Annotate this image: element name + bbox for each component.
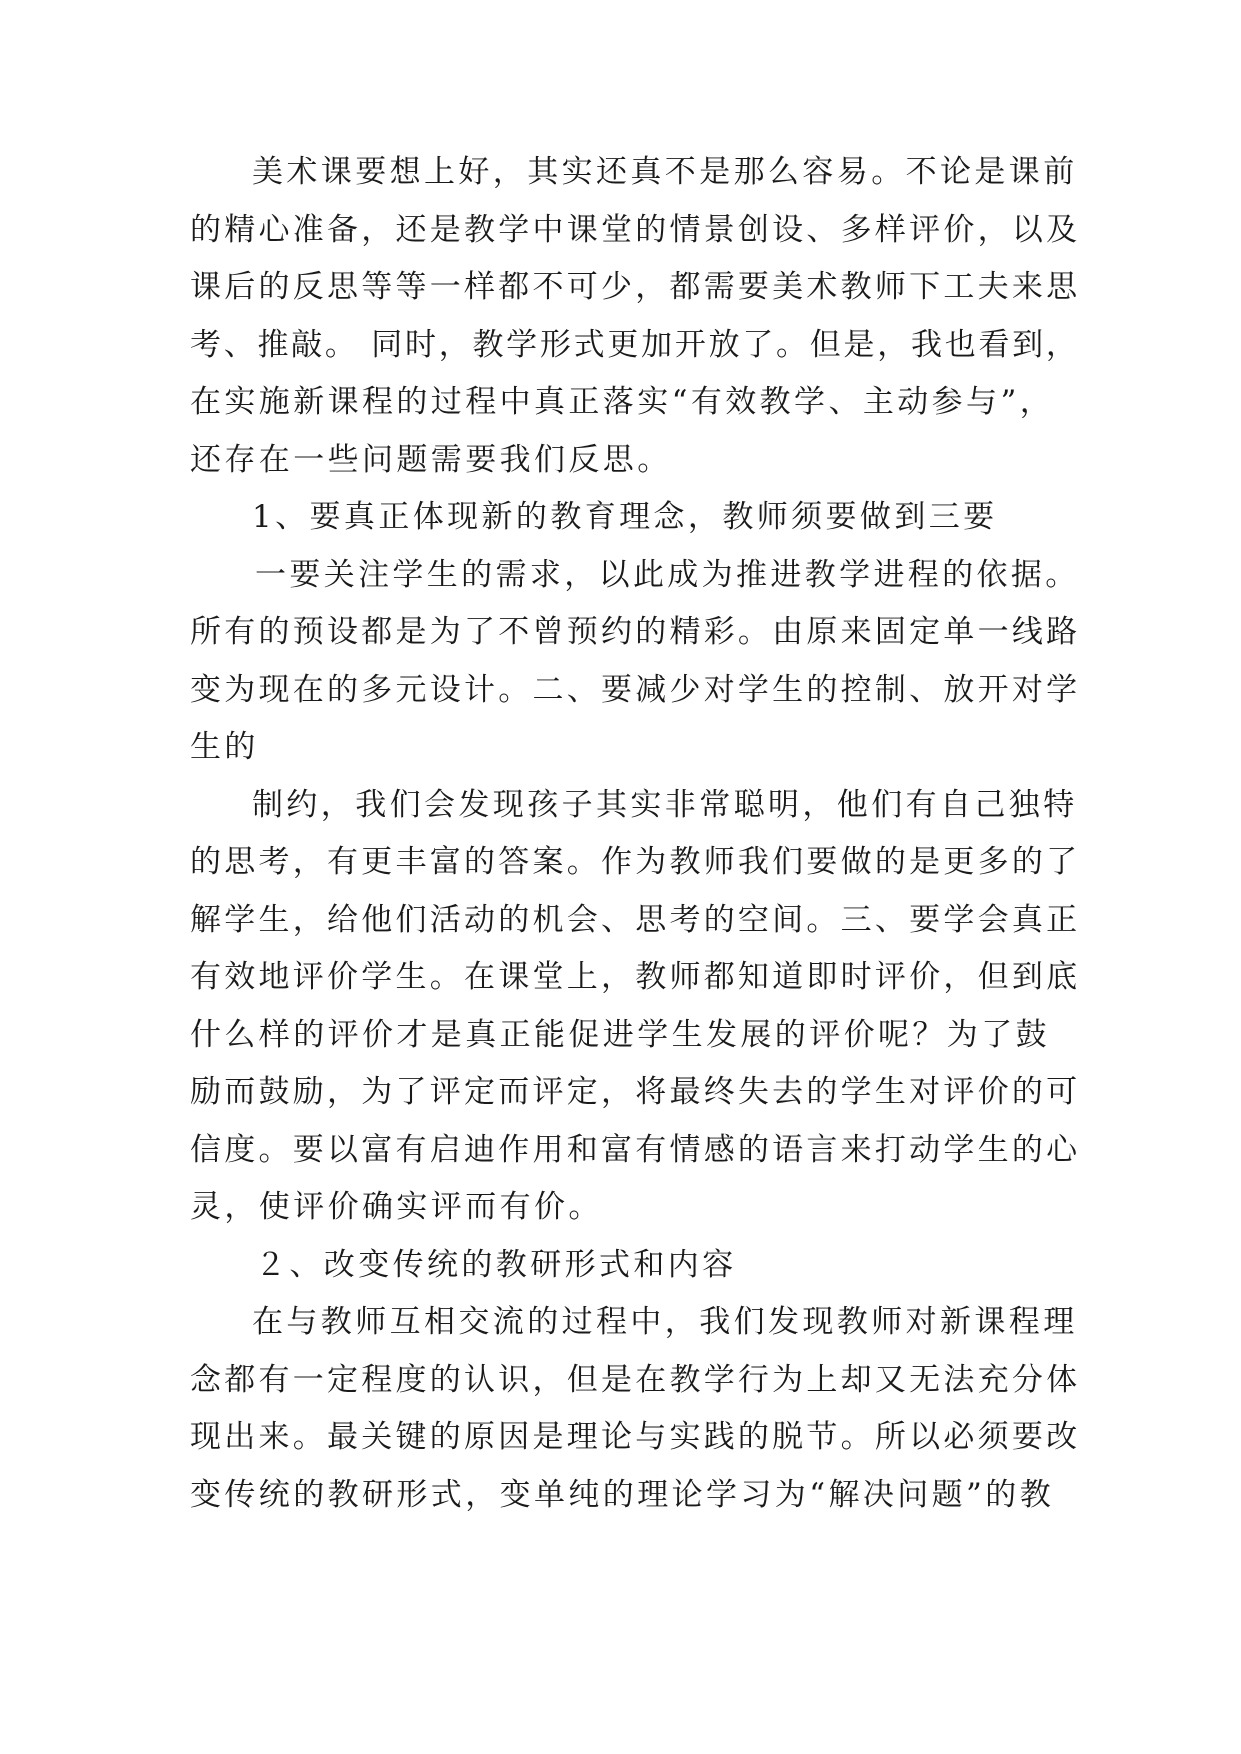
paragraph-line: 变传统的教研形式，变单纯的理论学习为“解决问题”的教 bbox=[190, 1477, 1055, 1513]
paragraph-line: 现出来。最关键的原因是理论与实践的脱节。所以必须要改 bbox=[190, 1419, 1081, 1455]
paragraph-line: 的思考，有更丰富的答案。作为教师我们要做的是更多的了 bbox=[190, 844, 1081, 880]
paragraph-line: 有效地评价学生。在课堂上，教师都知道即时评价，但到底 bbox=[190, 959, 1081, 995]
paragraph-line: 在实施新课程的过程中真正落实“有效教学、主动参与”， bbox=[190, 384, 1055, 420]
paragraph-line: 还存在一些问题需要我们反思。 bbox=[190, 442, 672, 478]
paragraph-line: 解学生，给他们活动的机会、思考的空间。三、要学会真正 bbox=[190, 902, 1081, 938]
paragraph-line: 在与教师互相交流的过程中，我们发现教师对新课程理 bbox=[252, 1304, 1078, 1340]
paragraph-line: 一要关注学生的需求，以此成为推进教学进程的依据。 bbox=[255, 557, 1080, 593]
paragraph-line: 灵，使评价确实评而有价。 bbox=[190, 1189, 603, 1225]
paragraph-line: 制约，我们会发现孩子其实非常聪明，他们有自己独特 bbox=[252, 787, 1078, 823]
paragraph-line: 励而鼓励，为了评定而评定，将最终失去的学生对评价的可 bbox=[190, 1074, 1081, 1110]
paragraph-line: 考、推敲。 同时，教学形式更加开放了。但是，我也看到， bbox=[190, 327, 1080, 363]
paragraph-line: 什么样的评价才是真正能促进学生发展的评价呢？为了鼓 bbox=[190, 1017, 1050, 1053]
paragraph-line: 美术课要想上好，其实还真不是那么容易。不论是课前 bbox=[252, 154, 1078, 190]
paragraph-line: 所有的预设都是为了不曾预约的精彩。由原来固定单一线路 bbox=[190, 614, 1081, 650]
paragraph-line: 的精心准备，还是教学中课堂的情景创设、多样评价，以及 bbox=[190, 212, 1081, 248]
paragraph-line: 信度。要以富有启迪作用和富有情感的语言来打动学生的心 bbox=[190, 1132, 1081, 1168]
paragraph-line: 课后的反思等等一样都不可少，都需要美术教师下工夫来思 bbox=[190, 269, 1081, 305]
paragraph-line: 生的 bbox=[190, 729, 259, 765]
paragraph-line: 变为现在的多元设计。二、要减少对学生的控制、放开对学 bbox=[190, 672, 1081, 708]
section-heading: ２、改变传统的教研形式和内容 bbox=[255, 1247, 737, 1283]
paragraph-line: 念都有一定程度的认识，但是在教学行为上却又无法充分体 bbox=[190, 1362, 1081, 1398]
section-heading: 1、要真正体现新的教育理念，教师须要做到三要 bbox=[252, 499, 998, 535]
